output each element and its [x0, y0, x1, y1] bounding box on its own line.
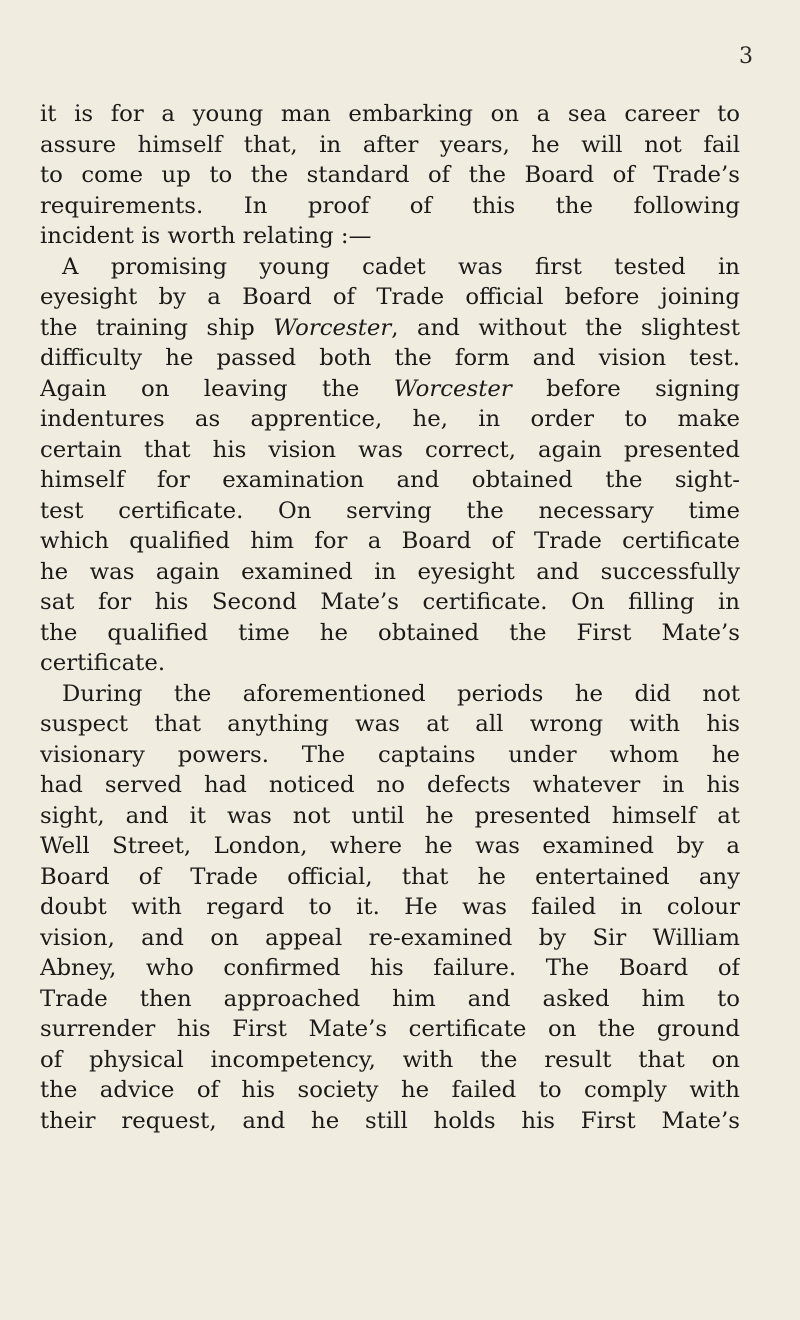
ship-name: Worcester [273, 314, 392, 341]
text-line: difficulty he passed both the form and vision test. [40, 345, 740, 371]
text-line: incident is worth relating :— [40, 223, 372, 249]
text-line: it is for a young man embarking on a sea career to [40, 101, 740, 127]
text-line: to come up to the standard of the Board of Trade’s [40, 162, 740, 188]
text-line: certificate. [40, 650, 166, 676]
text-line: A promising young cadet was first tested in [62, 253, 740, 280]
text-line: which qualified him for a Board of Trade certificate [40, 528, 740, 554]
text-line: he was again examined in eyesight and successfully [40, 558, 740, 585]
text-line: Trade then approached him and asked him to [40, 985, 740, 1012]
text-line: visionary powers. The captains under whom he [40, 741, 740, 768]
text-line: had served had noticed no defects whatever in his [40, 772, 740, 798]
text-line: sat for his Second Mate’s certificate. On filling in [40, 589, 740, 615]
text-segment: the training ship [40, 314, 274, 341]
ship-name: Worcester [393, 375, 512, 402]
text-line: certain that his vision was correct, again presented [40, 436, 740, 463]
text-line [40, 374, 740, 405]
text-line: assure himself that, in after years, he will not fail [40, 131, 740, 158]
text-line: Abney, who confirmed his failure. The Board of [40, 955, 740, 981]
text-segment: Again on leaving the [40, 375, 394, 402]
text-line: suspect that anything was at all wrong with his [40, 711, 740, 737]
text-line: indentures as apprentice, he, in order to make [40, 406, 740, 432]
text-line: surrender his First Mate’s certificate on the ground [40, 1016, 740, 1042]
text-line: their request, and he still holds his First Mate’s [40, 1107, 740, 1134]
text-line: himself for examination and obtained the sight- [40, 467, 740, 493]
body-text [40, 99, 740, 1136]
text-line: Board of Trade official, that he entertained any [40, 863, 740, 890]
text-line: the advice of his society he failed to comply with [40, 1077, 740, 1103]
text-line: During the aforementioned periods he did not [62, 680, 740, 707]
text-line: vision, and on appeal re-examined by Sir William [40, 924, 740, 951]
text-line: sight, and it was not until he presented himself at [40, 802, 740, 829]
text-line: eyesight by a Board of Trade official before joining [40, 284, 740, 310]
text-line [40, 313, 740, 344]
text-line: doubt with regard to it. He was failed in colour [40, 894, 740, 920]
text-line: of physical incompetency, with the result that on [40, 1046, 740, 1073]
text-segment: , and without the slightest [391, 314, 740, 341]
text-segment: before signing [511, 375, 740, 402]
text-line: Well Street, London, where he was examined by a [40, 833, 740, 859]
text-line: the qualified time he obtained the First Mate’s [40, 619, 740, 646]
text-line: test certificate. On serving the necessary time [40, 497, 740, 524]
text-line: requirements. In proof of this the following [40, 192, 740, 219]
page-number: 3 [739, 44, 753, 69]
